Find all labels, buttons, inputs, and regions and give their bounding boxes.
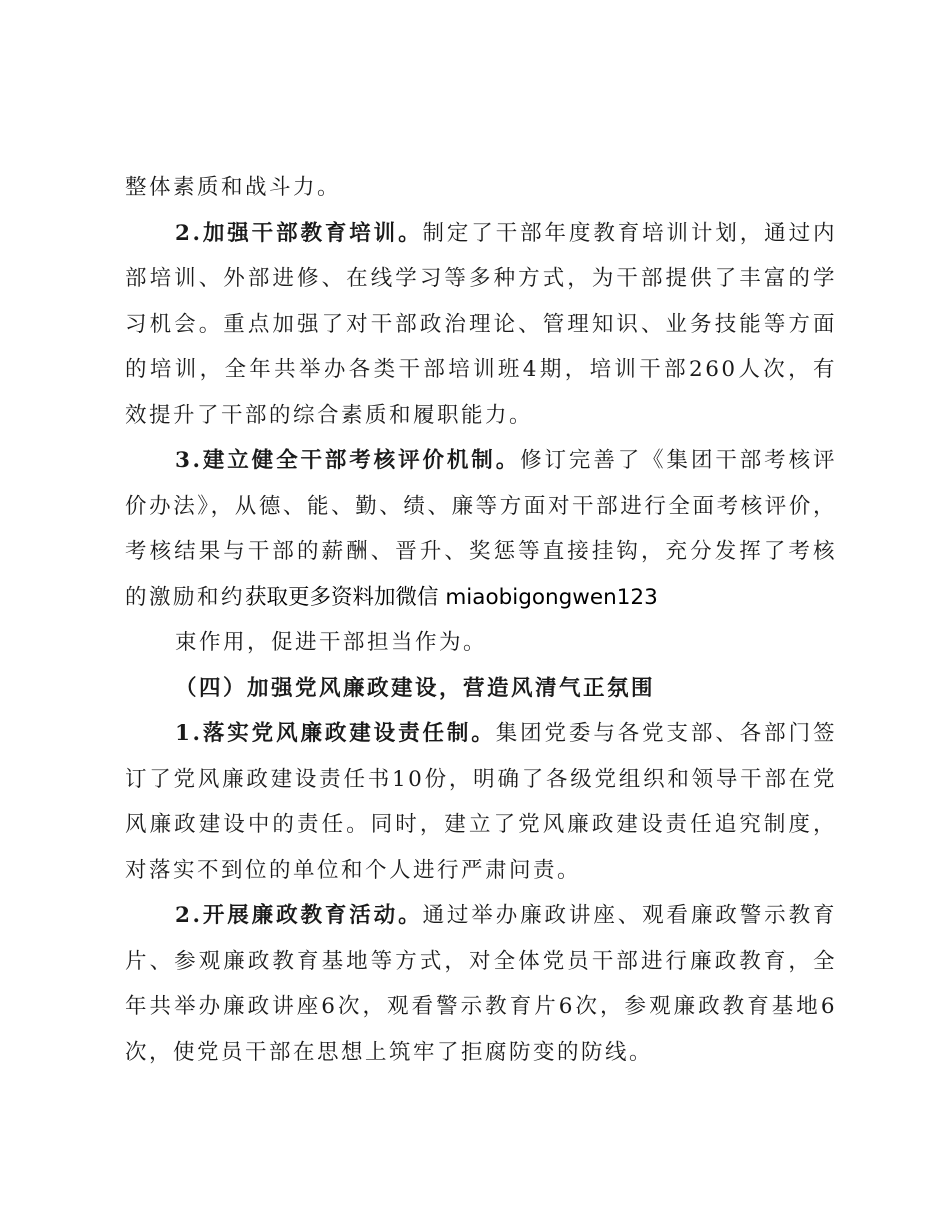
section-heading-text: （四）加强党风廉政建设，营造风清气正氛围: [175, 675, 656, 701]
paragraph-integrity-education: [125, 893, 837, 1075]
paragraph-lead: 1.落实党风廉政建设责任制。: [175, 721, 496, 746]
paragraph-responsibility-system: [125, 711, 837, 893]
paragraph-lead: 2.加强干部教育培训。: [175, 220, 423, 246]
section-heading: [125, 666, 837, 712]
paragraph-text: 通过举办廉政讲座、观看廉政警示教育片、参观廉政教育基地等方式，对全体党员干部进行廉政教育，全年共举办廉政讲座6次，观看警示教育片6次，参观廉政教育基地6次，使党员干部在思想上筑牢了拒腐防变的防线。: [125, 903, 837, 1065]
paragraph-text: 修订完善了《集团干部考核评价办法》，从德、能、勤、绩、廉等方面对干部进行全面考核评价，考核结果与干部的薪酬、晋升、奖惩等直接挂钩，充分发挥了考核的激励和约: [125, 448, 837, 610]
paragraph-text: 制定了干部年度教育培训计划，通过内部培训、外部进修、在线学习等多种方式，为干部提供了丰富的学习机会。重点加强了对干部政治理论、管理知识、业务技能等方面的培训，全年共举办各类干部培训班4期，培训干部260人次，有效提升了干部的综合素质和履职能力。: [125, 220, 837, 428]
watermark-text: 获取更多资料加微信 miaobigongwen123: [245, 584, 658, 610]
document-body: [125, 165, 837, 1075]
paragraph-cadre-evaluation: [125, 438, 837, 666]
paragraph-lead: 3.建立健全干部考核评价机制。: [175, 448, 521, 473]
paragraph-text-after: 束作用，促进干部担当作为。: [175, 630, 488, 655]
paragraph-continuation: [125, 165, 837, 211]
paragraph-text: 集团党委与各党支部、各部门签订了党风廉政建设责任书10份，明确了各级党组织和领导干部在党风廉政建设中的责任。同时，建立了党风廉政建设责任追究制度，对落实不到位的单位和个人进行严肃问责。: [125, 721, 837, 883]
paragraph-text: 整体素质和战斗力。: [125, 175, 342, 200]
paragraph-lead: 2.开展廉政教育活动。: [175, 903, 423, 928]
paragraph-cadre-training: [125, 211, 837, 439]
